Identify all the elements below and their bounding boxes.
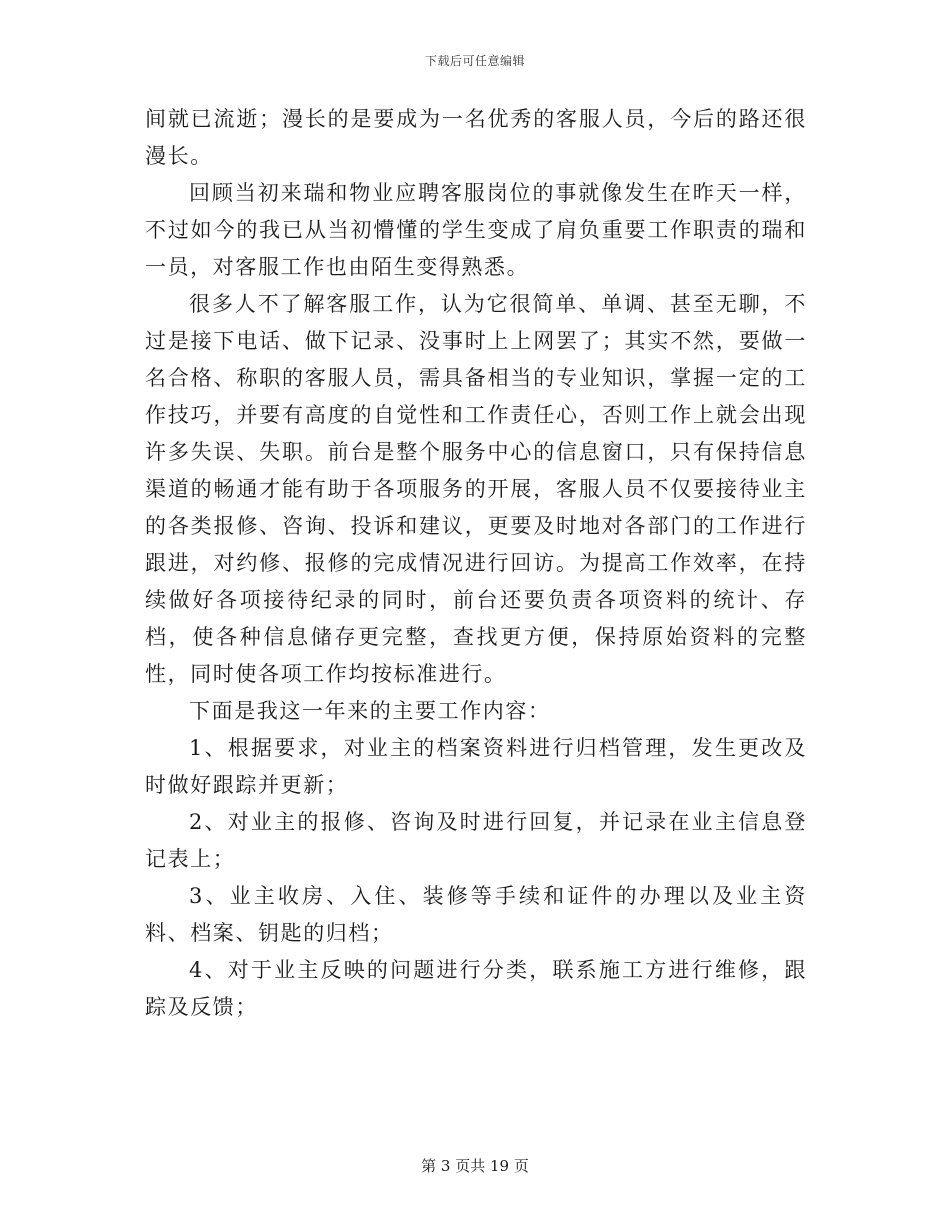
paragraph-continuation: 间就已流逝；漫长的是要成为一名优秀的客服人员，今后的路还很漫长。 <box>145 107 807 168</box>
paragraph-job-description: 很多人不了解客服工作，认为它很简单、单调、甚至无聊，不过是接下电话、做下记录、没事时上上网罢了；其实不然，要做一名合格、称职的客服人员，需具备相当的专业知识，掌握一定的工作技巧，并要有高度的自觉性和工作责任心，否则工作上就会出现许多失误、失职。前台是整个服务中心的信息窗口，只有保持信息渠道的畅通才能有助于各项服务的开展，客服人员不仅要接待业主的各类报修、咨询、投诉和建议，更要及时地对各部门的工作进行跟进，对约修、报修的完成情况进行回访。为提高工作效率，在持续做好各项接待纪录的同时，前台还要负责各项资料的统计、存档，使各种信息储存更完整，查找更方便，保持原始资料的完整性，同时使各项工作均按标准进行。 <box>145 292 807 686</box>
list-item-1: 1、根据要求，对业主的档案资料进行归档管理，发生更改及时做好跟踪并更新； <box>145 736 807 797</box>
page-number-footer: 第 3 页共 19 页 <box>421 1157 529 1175</box>
page-header-note: 下载后可任意编辑 <box>424 54 525 68</box>
paragraph-work-intro: 下面是我这一年来的主要工作内容： <box>189 699 551 723</box>
document-body <box>145 101 807 1026</box>
list-item-2: 2、对业主的报修、咨询及时进行回复，并记录在业主信息登记表上； <box>145 810 807 871</box>
list-item-4: 4、对于业主反映的问题进行分类，联系施工方进行维修，跟踪及反馈； <box>145 958 807 1019</box>
list-item-3: 3、业主收房、入住、装修等手续和证件的办理以及业主资料、档案、钥匙的归档； <box>145 884 807 945</box>
paragraph-recall: 回顾当初来瑞和物业应聘客服岗位的事就像发生在昨天一样，不过如今的我已从当初懵懂的学生变成了肩负重要工作职责的瑞和一员，对客服工作也由陌生变得熟悉。 <box>145 181 807 279</box>
